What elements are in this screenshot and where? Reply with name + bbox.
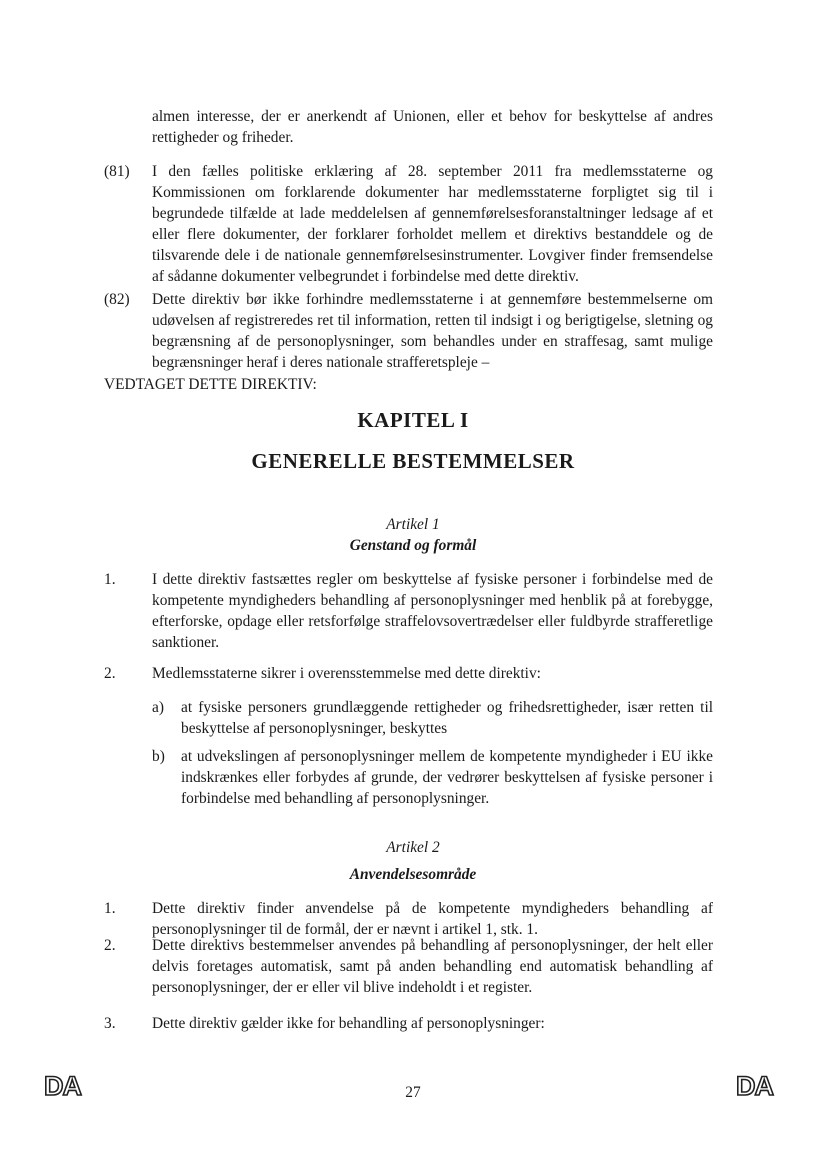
language-code-right: DA [736,1071,773,1101]
item-text: at udvekslingen af personoplysninger mellem de kompetente myndigheder i EU ikke indskrænkes eller forbydes af grunde, der vedrører beskyttelsen af fysiske personer i forbindelse med behandling af personoplysninger. [181,748,713,807]
article-label: Artikel 2 [386,839,440,856]
paragraph-number: 1. [104,571,116,588]
article-title: Anvendelsesområde [349,866,477,883]
article-title: Genstand og formål [349,537,477,554]
language-code-left: DA [44,1071,81,1101]
paragraph-number: 2. [104,937,116,954]
chapter-label: KAPITEL I [357,408,469,432]
paragraph-text: Dette direktivs bestemmelser anvendes på behandling af personoplysninger, der helt eller delvis foretages automatisk, samt på anden behandling end automatisk behandling af personoplysninger, der er eller vil blive indeholdt i et register. [152,937,713,996]
recital-number: (82) [104,291,130,308]
item-letter: a) [152,699,164,716]
continuation-paragraph: almen interesse, der er anerkendt af Unionen, eller et behov for beskyttelse af andres rettigheder og friheder. [152,108,713,146]
paragraph-number: 3. [104,1015,116,1032]
paragraph-text: Medlemsstaterne sikrer i overensstemmelse med dette direktiv: [152,665,541,682]
recital-number: (81) [104,163,130,180]
item-letter: b) [152,748,165,765]
paragraph-number: 2. [104,665,116,682]
paragraph-number: 1. [104,900,116,917]
adoption-formula: VEDTAGET DETTE DIREKTIV: [104,376,317,393]
paragraph-text: I dette direktiv fastsættes regler om beskyttelse af fysiske personer i forbindelse med de kompetente myndigheders behandling af personoplysninger med henblik på at forebygge, efterforske, opdage eller retsforfølge straffelovsovertrædelser eller fuldbyrde strafferetlige sanktioner. [152,571,713,651]
paragraph-text: Dette direktiv finder anvendelse på de kompetente myndigheders behandling af personoplysninger til de formål, der er nævnt i artikel 1, stk. 1. [152,900,713,938]
recital-text: I den fælles politiske erklæring af 28. september 2011 fra medlemsstaterne og Kommissionen om forklarende dokumenter har medlemsstaterne forpligtet sig til i begrundede tilfælde at lade meddelelsen af gennemførelsesforanstaltninger ledsage af et eller flere dokumenter, der forklarer forholdet mellem et direktivs bestanddele og de tilsvarende dele i de nationale gennemførelsesinstrumenter. Lovgiver finder fremsendelse af sådanne dokumenter velbegrundet i forbindelse med dette direktiv. [152,163,713,285]
chapter-title: GENERELLE BESTEMMELSER [251,449,575,473]
recital-text: Dette direktiv bør ikke forhindre medlemsstaterne i at gennemføre bestemmelserne om udøvelsen af registreredes ret til information, retten til indsigt i og berigtigelse, sletning og begrænsning af de personoplysninger, som behandles under en straffesag, samt mulige begrænsninger heraf i deres nationale strafferetspleje – [152,291,713,371]
paragraph-text: Dette direktiv gælder ikke for behandling af personoplysninger: [152,1015,545,1032]
page-number: 27 [405,1084,421,1101]
article-label: Artikel 1 [386,516,440,533]
item-text: at fysiske personers grundlæggende rettigheder og frihedsrettigheder, især retten til beskyttelse af personoplysninger, beskyttes [181,699,713,737]
